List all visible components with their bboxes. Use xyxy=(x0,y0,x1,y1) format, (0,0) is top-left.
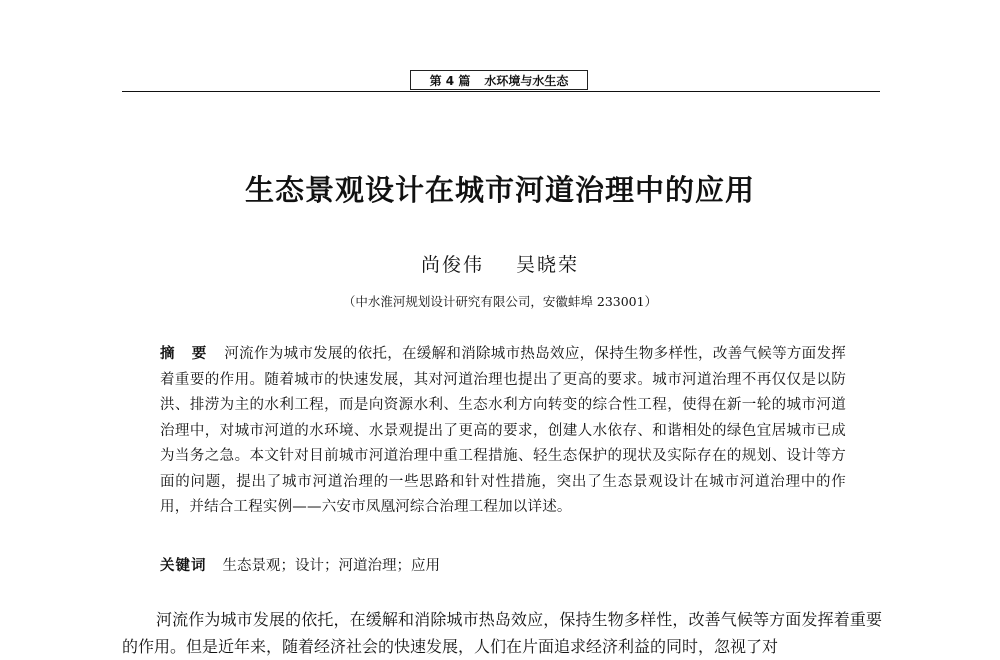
abstract xyxy=(160,342,846,521)
keywords-label: 关键词 xyxy=(160,558,207,574)
affiliation: （中水淮河规划设计研究有限公司，安徽蚌埠 233001） xyxy=(342,294,658,309)
keywords-text: 生态景观；设计；河道治理；应用 xyxy=(222,558,440,574)
running-header-chapter: 第 4 篇 xyxy=(429,73,471,88)
running-header xyxy=(410,70,588,90)
running-header-section: 水环境与水生态 xyxy=(484,73,569,88)
keywords xyxy=(160,554,846,579)
author-name: 尚俊伟 xyxy=(420,254,484,276)
abstract-label: 摘 要 xyxy=(160,346,213,362)
abstract-text: 河流作为城市发展的依托，在缓解和消除城市热岛效应，保持生物多样性，改善气候等方面发挥着重要的作用。随着城市的快速发展，其对河道治理也提出了更高的要求。城市河道治理不再仅仅是以防洪、排涝为主的水利工程，而是向资源水利、生态水利方向转变的综合性工程，使得在新一轮的城市河道治理中，对城市河道的水环境、水景观提出了更高的要求，创建人水依存、和谐相处的绿色宜居城市已成为当务之急。本文针对目前城市河道治理中重工程措施、轻生态保护的现状及实际存在的规划、设计等方面的问题，提出了城市河道治理的一些思路和针对性措施，突出了生态景观设计在城市河道治理中的作用，并结合工程实例——六安市凤凰河综合治理工程加以详述。 xyxy=(160,346,846,515)
header-rule xyxy=(122,91,880,92)
author-list xyxy=(0,250,1000,277)
paper-title: 生态景观设计在城市河道治理中的应用 xyxy=(244,173,755,207)
author-name: 吴晓荣 xyxy=(516,254,580,276)
body-paragraph: 河流作为城市发展的依托，在缓解和消除城市热岛效应，保持生物多样性，改善气候等方面发挥着重要的作用。但是近年来，随着经济社会的快速发展，人们在片面追求经济利益的同时，忽视了对 xyxy=(122,610,882,656)
